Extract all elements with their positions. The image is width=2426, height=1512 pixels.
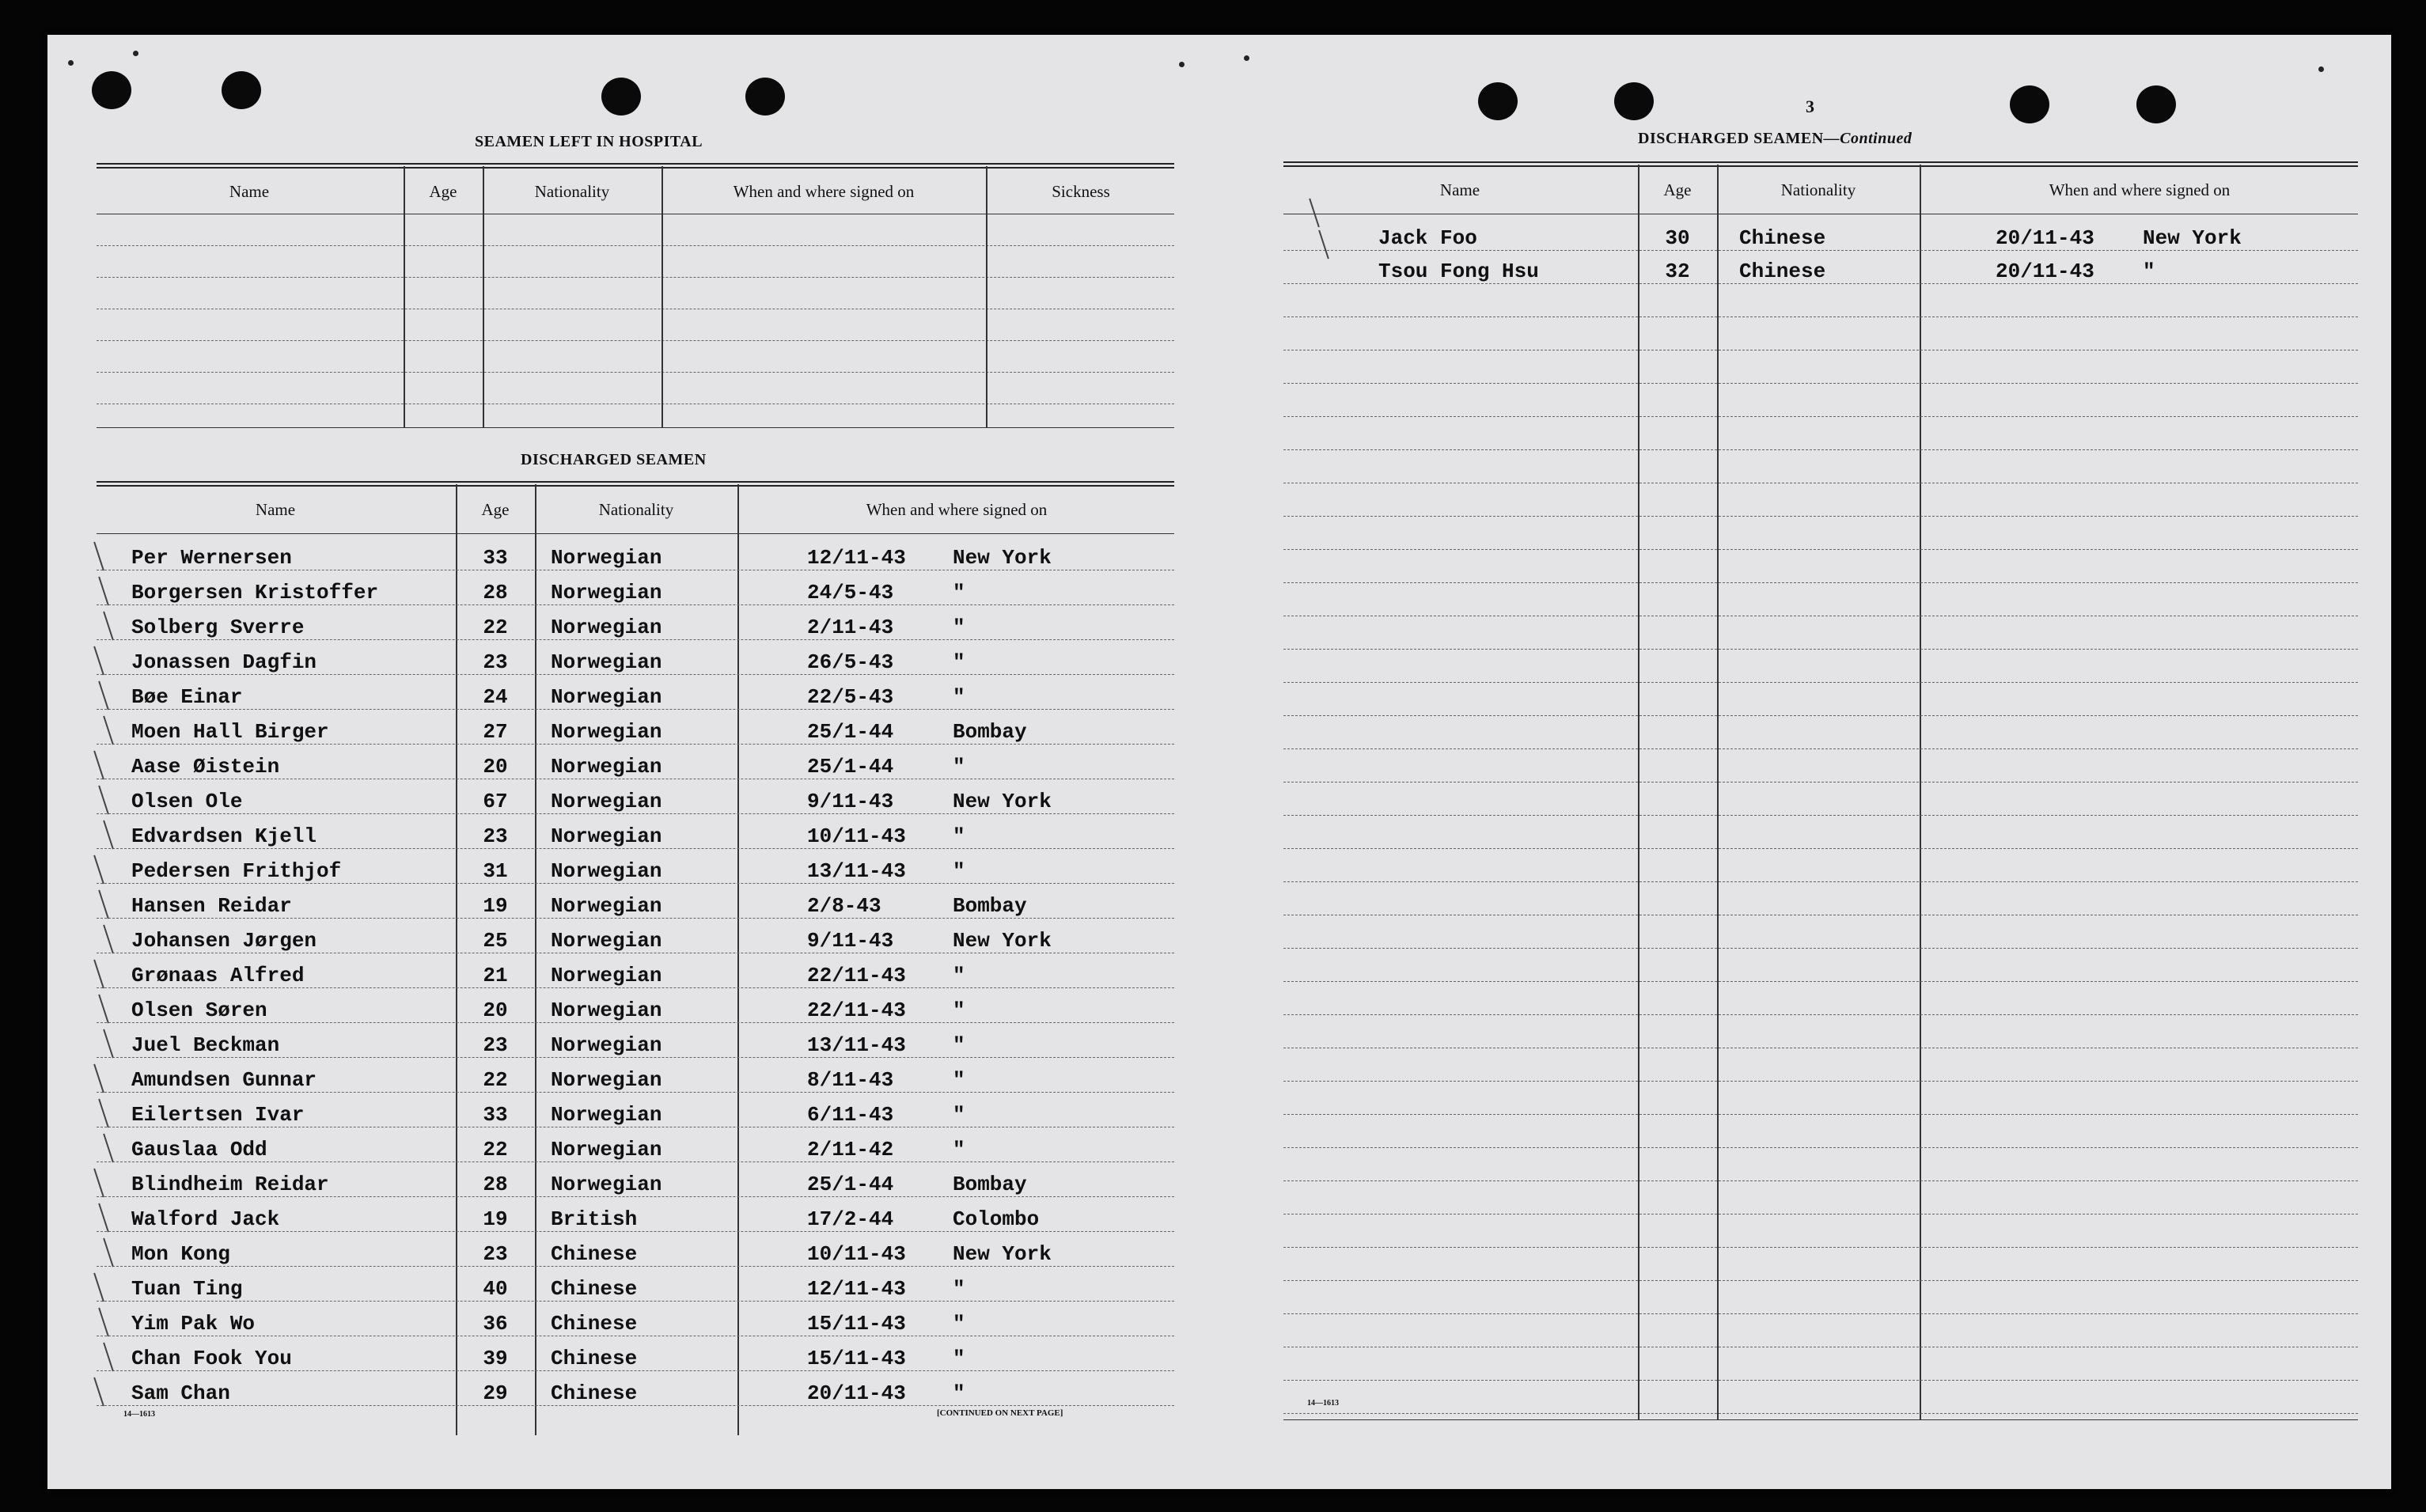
speck	[68, 60, 74, 66]
signed-on-place: "	[953, 859, 965, 883]
table-row	[97, 989, 1174, 1022]
table-row	[97, 1337, 1174, 1370]
table-row	[97, 641, 1174, 674]
discharged-col-signed-on: When and where signed on	[866, 500, 1048, 519]
seaman-name: Walford Jack	[131, 1207, 280, 1231]
right-footer-code: 14—1613	[1307, 1399, 1339, 1408]
row-line	[1283, 1014, 2358, 1015]
row-line	[1283, 1380, 2358, 1381]
seaman-nationality: Chinese	[551, 1347, 638, 1370]
seaman-name: Grønaas Alfred	[131, 964, 305, 987]
row-line	[1283, 815, 2358, 816]
seaman-age: 20	[483, 755, 508, 779]
hospital-col-divider	[404, 166, 405, 427]
row-line	[97, 709, 1174, 710]
table-row	[97, 1268, 1174, 1301]
right-col-age: Age	[1663, 180, 1692, 199]
seaman-nationality: Norwegian	[551, 685, 662, 709]
signed-on-date: 22/5-43	[807, 685, 894, 709]
signed-on-place: "	[953, 1347, 965, 1370]
signed-on-date: 20/11-43	[1996, 226, 2094, 250]
seaman-age: 23	[483, 1242, 508, 1266]
signed-on-place: "	[953, 1033, 965, 1057]
signed-on-date: 20/11-43	[807, 1381, 906, 1405]
seaman-nationality: Chinese	[551, 1312, 638, 1336]
table-row	[97, 1233, 1174, 1266]
row-line	[1283, 649, 2358, 650]
row-line	[1283, 416, 2358, 417]
table-row	[97, 850, 1174, 883]
seaman-name: Chan Fook You	[131, 1347, 292, 1370]
signed-on-place: "	[953, 685, 965, 709]
table-row	[97, 1302, 1174, 1336]
signed-on-date: 6/11-43	[807, 1103, 894, 1127]
row-line	[97, 848, 1174, 849]
row-line	[1283, 948, 2358, 949]
signed-on-date: 10/11-43	[807, 824, 906, 848]
hospital-row-line	[97, 340, 1174, 341]
seaman-nationality: Norwegian	[551, 720, 662, 744]
seaman-age: 22	[483, 616, 508, 639]
signed-on-place: "	[953, 1381, 965, 1405]
signed-on-date: 25/1-44	[807, 1173, 894, 1196]
signed-on-place: New York	[953, 546, 1052, 570]
document-sheet	[47, 35, 2391, 1489]
row-line	[1283, 350, 2358, 351]
seaman-nationality: Norwegian	[551, 824, 662, 848]
row-line	[97, 813, 1174, 814]
seaman-name: Borgersen Kristoffer	[131, 581, 379, 604]
table-row	[97, 885, 1174, 918]
hospital-section-title: SEAMEN LEFT IN HOSPITAL	[475, 133, 703, 150]
seaman-age: 33	[483, 546, 508, 570]
row-line	[1283, 1214, 2358, 1215]
row-line	[97, 1301, 1174, 1302]
right-col-signed-on: When and where signed on	[2049, 180, 2231, 199]
row-line	[97, 1405, 1174, 1406]
row-line	[97, 639, 1174, 640]
seaman-nationality: Norwegian	[551, 546, 662, 570]
hospital-col-divider	[986, 166, 987, 427]
signed-on-date: 15/11-43	[807, 1347, 906, 1370]
table-row	[97, 1128, 1174, 1161]
discharged-header-rule	[97, 481, 1174, 487]
hospital-col-age: Age	[429, 182, 457, 201]
seaman-age: 29	[483, 1381, 508, 1405]
seaman-age: 23	[483, 824, 508, 848]
signed-on-date: 20/11-43	[1996, 260, 2094, 283]
right-col-nationality: Nationality	[1780, 180, 1856, 199]
seaman-nationality: Norwegian	[551, 964, 662, 987]
row-line	[1283, 1313, 2358, 1314]
seaman-name: Jack Foo	[1378, 226, 1477, 250]
continued-note: [CONTINUED ON NEXT PAGE]	[937, 1408, 1063, 1418]
signed-on-place: "	[953, 1138, 965, 1161]
speck	[2318, 66, 2324, 72]
signed-on-date: 10/11-43	[807, 1242, 906, 1266]
seaman-age: 22	[483, 1138, 508, 1161]
row-line	[97, 1161, 1174, 1162]
signed-on-date: 17/2-44	[807, 1207, 894, 1231]
signed-on-place: Bombay	[953, 720, 1027, 744]
signed-on-place: "	[953, 1103, 965, 1127]
seaman-nationality: Chinese	[1739, 226, 1826, 250]
seaman-nationality: Norwegian	[551, 581, 662, 604]
signed-on-date: 12/11-43	[807, 546, 906, 570]
seaman-name: Johansen Jørgen	[131, 929, 317, 953]
row-line	[97, 1057, 1174, 1058]
seaman-age: 24	[483, 685, 508, 709]
seaman-nationality: Norwegian	[551, 650, 662, 674]
signed-on-date: 13/11-43	[807, 1033, 906, 1057]
table-row	[97, 780, 1174, 813]
table-row	[97, 711, 1174, 744]
row-line	[1283, 549, 2358, 550]
seaman-age: 23	[483, 1033, 508, 1057]
signed-on-place: "	[953, 999, 965, 1022]
hospital-header-rule	[97, 163, 1174, 169]
seaman-age: 21	[483, 964, 508, 987]
row-line	[1283, 283, 2358, 284]
signed-on-date: 22/11-43	[807, 964, 906, 987]
punch-hole	[222, 71, 261, 109]
seaman-name: Per Wernersen	[131, 546, 292, 570]
signed-on-place: New York	[953, 929, 1052, 953]
seaman-name: Yim Pak Wo	[131, 1312, 256, 1336]
seaman-age: 33	[483, 1103, 508, 1127]
seaman-name: Bøe Einar	[131, 685, 243, 709]
seaman-name: Eilertsen Ivar	[131, 1103, 305, 1127]
row-line	[1283, 1280, 2358, 1281]
signed-on-date: 22/11-43	[807, 999, 906, 1022]
punch-hole	[601, 78, 641, 116]
seaman-name: Olsen Søren	[131, 999, 267, 1022]
seaman-name: Tuan Ting	[131, 1277, 243, 1301]
signed-on-date: 26/5-43	[807, 650, 894, 674]
discharged-section-title: DISCHARGED SEAMEN	[521, 451, 707, 468]
seaman-name: Jonassen Dagfin	[131, 650, 317, 674]
speck	[1244, 55, 1249, 61]
table-row	[97, 1059, 1174, 1092]
row-line	[1283, 682, 2358, 683]
signed-on-date: 25/1-44	[807, 720, 894, 744]
seaman-name: Solberg Sverre	[131, 616, 305, 639]
signed-on-date: 12/11-43	[807, 1277, 906, 1301]
seaman-nationality: Norwegian	[551, 616, 662, 639]
signed-on-place: "	[953, 824, 965, 848]
seaman-nationality: Chinese	[551, 1277, 638, 1301]
right-title-main: DISCHARGED SEAMEN	[1638, 130, 1824, 147]
right-table-bottom	[1283, 1419, 2358, 1420]
signed-on-date: 15/11-43	[807, 1312, 906, 1336]
signed-on-place: New York	[953, 1242, 1052, 1266]
signed-on-date: 8/11-43	[807, 1068, 894, 1092]
signed-on-place: "	[953, 1277, 965, 1301]
signed-on-date: 2/11-43	[807, 616, 894, 639]
seaman-age: 23	[483, 650, 508, 674]
row-line	[1283, 715, 2358, 716]
seaman-age: 27	[483, 720, 508, 744]
row-line	[1283, 1247, 2358, 1248]
table-row	[97, 536, 1174, 570]
seaman-age: 30	[1665, 226, 1690, 250]
row-line	[1283, 516, 2358, 517]
discharged-col-name: Name	[255, 500, 296, 519]
table-row	[97, 1198, 1174, 1231]
row-line	[1283, 748, 2358, 749]
signed-on-place: "	[953, 1068, 965, 1092]
signed-on-place: "	[953, 616, 965, 639]
punch-hole	[2010, 85, 2049, 123]
table-row	[97, 954, 1174, 987]
row-line	[97, 604, 1174, 605]
seaman-name: Aase Øistein	[131, 755, 280, 779]
seaman-name: Olsen Ole	[131, 790, 243, 813]
seaman-nationality: British	[551, 1207, 638, 1231]
signed-on-place: "	[953, 964, 965, 987]
right-col-divider	[1638, 165, 1639, 1419]
signed-on-date: 2/11-42	[807, 1138, 894, 1161]
row-line	[97, 987, 1174, 988]
seaman-age: 22	[483, 1068, 508, 1092]
hospital-col-sickness: Sickness	[1052, 182, 1110, 201]
table-row	[97, 606, 1174, 639]
row-line	[97, 1370, 1174, 1371]
seaman-name: Moen Hall Birger	[131, 720, 329, 744]
seaman-name: Mon Kong	[131, 1242, 230, 1266]
seaman-name: Blindheim Reidar	[131, 1173, 329, 1196]
right-title-suffix: —Continued	[1823, 130, 1912, 147]
hospital-col-signed-on: When and where signed on	[733, 182, 915, 201]
row-line	[1283, 316, 2358, 317]
signed-on-date: 13/11-43	[807, 859, 906, 883]
hospital-col-name: Name	[229, 182, 270, 201]
row-line	[97, 744, 1174, 745]
right-header-rule	[1283, 161, 2358, 167]
signed-on-place: "	[2143, 260, 2155, 283]
signed-on-date: 9/11-43	[807, 929, 894, 953]
row-line	[97, 1231, 1174, 1232]
table-row	[1283, 250, 2358, 283]
punch-hole	[745, 78, 785, 116]
speck	[1179, 62, 1185, 67]
seaman-nationality: Norwegian	[551, 790, 662, 813]
row-line	[1283, 782, 2358, 783]
row-line	[1283, 1114, 2358, 1115]
seaman-name: Pedersen Frithjof	[131, 859, 342, 883]
seaman-nationality: Norwegian	[551, 755, 662, 779]
seaman-age: 31	[483, 859, 508, 883]
row-line	[1283, 1180, 2358, 1181]
seaman-nationality: Norwegian	[551, 894, 662, 918]
discharged-col-age: Age	[481, 500, 510, 519]
punch-hole	[1478, 82, 1518, 120]
seaman-nationality: Norwegian	[551, 1138, 662, 1161]
table-row	[97, 1163, 1174, 1196]
table-row	[97, 745, 1174, 779]
table-row	[97, 571, 1174, 604]
row-line	[97, 918, 1174, 919]
seaman-age: 25	[483, 929, 508, 953]
signed-on-place: Colombo	[953, 1207, 1040, 1231]
row-line	[1283, 582, 2358, 583]
hospital-row-line	[97, 245, 1174, 246]
table-row	[97, 919, 1174, 953]
seaman-name: Hansen Reidar	[131, 894, 292, 918]
punch-hole	[1614, 82, 1654, 120]
signed-on-date: 24/5-43	[807, 581, 894, 604]
row-line	[97, 883, 1174, 884]
row-line	[1283, 383, 2358, 384]
hospital-table-bottom	[97, 427, 1174, 428]
hospital-col-divider	[483, 166, 484, 427]
row-line	[1283, 881, 2358, 882]
seaman-nationality: Chinese	[551, 1381, 638, 1405]
seaman-nationality: Norwegian	[551, 1103, 662, 1127]
hospital-col-divider	[661, 166, 663, 427]
signed-on-place: New York	[953, 790, 1052, 813]
seaman-nationality: Norwegian	[551, 1173, 662, 1196]
seaman-name: Sam Chan	[131, 1381, 230, 1405]
row-line	[97, 1266, 1174, 1267]
seaman-nationality: Chinese	[551, 1242, 638, 1266]
signed-on-date: 9/11-43	[807, 790, 894, 813]
seaman-age: 28	[483, 1173, 508, 1196]
punch-hole	[92, 71, 131, 109]
row-line	[1283, 1413, 2358, 1414]
seaman-age: 39	[483, 1347, 508, 1370]
seaman-age: 19	[483, 894, 508, 918]
punch-hole	[2136, 85, 2176, 123]
signed-on-date: 2/8-43	[807, 894, 881, 918]
row-line	[1283, 848, 2358, 849]
table-row	[97, 676, 1174, 709]
discharged-col-nationality: Nationality	[598, 500, 674, 519]
row-line	[1283, 250, 2358, 251]
seaman-nationality: Chinese	[1739, 260, 1826, 283]
hospital-row-line	[97, 277, 1174, 278]
table-row	[97, 815, 1174, 848]
seaman-name: Gauslaa Odd	[131, 1138, 267, 1161]
hospital-row-line	[97, 372, 1174, 373]
signed-on-place: "	[953, 1312, 965, 1336]
signed-on-place: "	[953, 755, 965, 779]
right-col-name: Name	[1439, 180, 1480, 199]
discharged-header-bottom	[97, 533, 1174, 534]
seaman-name: Juel Beckman	[131, 1033, 280, 1057]
seaman-name: Tsou Fong Hsu	[1378, 260, 1539, 283]
seaman-age: 40	[483, 1277, 508, 1301]
hospital-col-nationality: Nationality	[534, 182, 610, 201]
right-col-divider	[1717, 165, 1719, 1419]
seaman-age: 36	[483, 1312, 508, 1336]
row-line	[1283, 981, 2358, 982]
seaman-age: 32	[1665, 260, 1690, 283]
table-row	[97, 1093, 1174, 1127]
signed-on-place: New York	[2143, 226, 2242, 250]
seaman-nationality: Norwegian	[551, 1068, 662, 1092]
seaman-nationality: Norwegian	[551, 1033, 662, 1057]
row-line	[97, 1196, 1174, 1197]
signed-on-place: "	[953, 581, 965, 604]
row-line	[97, 1092, 1174, 1093]
row-line	[1283, 1147, 2358, 1148]
speck	[133, 51, 138, 56]
seaman-nationality: Norwegian	[551, 999, 662, 1022]
seaman-age: 19	[483, 1207, 508, 1231]
signed-on-date: 25/1-44	[807, 755, 894, 779]
table-row	[97, 1024, 1174, 1057]
left-footer-code: 14—1613	[123, 1410, 155, 1419]
table-row	[1283, 217, 2358, 250]
row-line	[1283, 1081, 2358, 1082]
seaman-nationality: Norwegian	[551, 929, 662, 953]
seaman-nationality: Norwegian	[551, 859, 662, 883]
row-line	[97, 1022, 1174, 1023]
row-line	[97, 674, 1174, 675]
right-col-divider	[1920, 165, 1921, 1419]
signed-on-place: Bombay	[953, 1173, 1027, 1196]
seaman-name: Amundsen Gunnar	[131, 1068, 317, 1092]
right-section-title	[1638, 130, 1912, 148]
signed-on-place: Bombay	[953, 894, 1027, 918]
signed-on-place: "	[953, 650, 965, 674]
seaman-age: 67	[483, 790, 508, 813]
seaman-age: 20	[483, 999, 508, 1022]
page-number: 3	[1806, 97, 1814, 116]
seaman-age: 28	[483, 581, 508, 604]
row-line	[1283, 449, 2358, 450]
seaman-name: Edvardsen Kjell	[131, 824, 317, 848]
table-row	[97, 1372, 1174, 1405]
